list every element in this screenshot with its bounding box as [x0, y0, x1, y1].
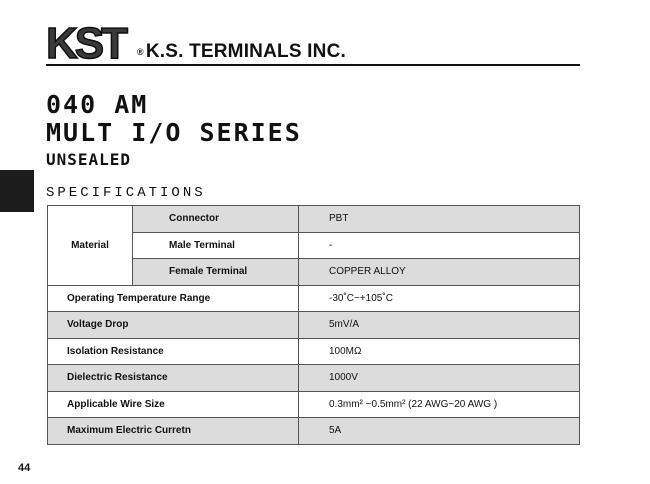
spec-value: -30˚C~+105˚C: [299, 285, 580, 312]
material-value: COPPER ALLOY: [299, 259, 580, 286]
table-row: [48, 312, 580, 339]
material-item: Connector: [133, 206, 299, 233]
company-name: ® K.S. TERMINALS INC.: [137, 41, 346, 62]
specifications-table: [47, 205, 580, 445]
table-row: [48, 418, 580, 445]
spec-item: Isolation Resistance: [48, 338, 299, 365]
spec-value: 5A: [299, 418, 580, 445]
page-number: 44: [18, 462, 31, 474]
spec-item: Maximum Electric Curretn: [48, 418, 299, 445]
spec-value: 100MΩ: [299, 338, 580, 365]
material-item: Female Terminal: [133, 259, 299, 286]
spec-value: 0.3mm² ~0.5mm² (22 AWG~20 AWG ): [299, 391, 580, 418]
spec-item: Applicable Wire Size: [48, 391, 299, 418]
product-title-line2: MULT I/O SERIES: [46, 118, 302, 147]
section-tab-marker: [0, 170, 34, 212]
table-row: [48, 391, 580, 418]
table-row: [48, 338, 580, 365]
material-label: Material: [48, 206, 133, 286]
spec-value: 1000V: [299, 365, 580, 392]
table-row: [48, 365, 580, 392]
material-item: Male Terminal: [133, 232, 299, 259]
table-row: [48, 285, 580, 312]
product-subtitle: UNSEALED: [46, 150, 132, 169]
spec-item: Dielectric Resistance: [48, 365, 299, 392]
material-value: PBT: [299, 206, 580, 233]
spec-item: Voltage Drop: [48, 312, 299, 339]
product-title-line1: 040 AM: [46, 90, 149, 119]
svg-text:KST: KST: [46, 20, 125, 64]
material-value: -: [299, 232, 580, 259]
spec-value: 5mV/A: [299, 312, 580, 339]
header-rule: [46, 64, 580, 66]
spec-item: Operating Temperature Range: [48, 285, 299, 312]
table-row: [48, 206, 580, 233]
kst-logo: [46, 20, 132, 64]
specifications-heading: SPECIFICATIONS: [46, 185, 206, 201]
